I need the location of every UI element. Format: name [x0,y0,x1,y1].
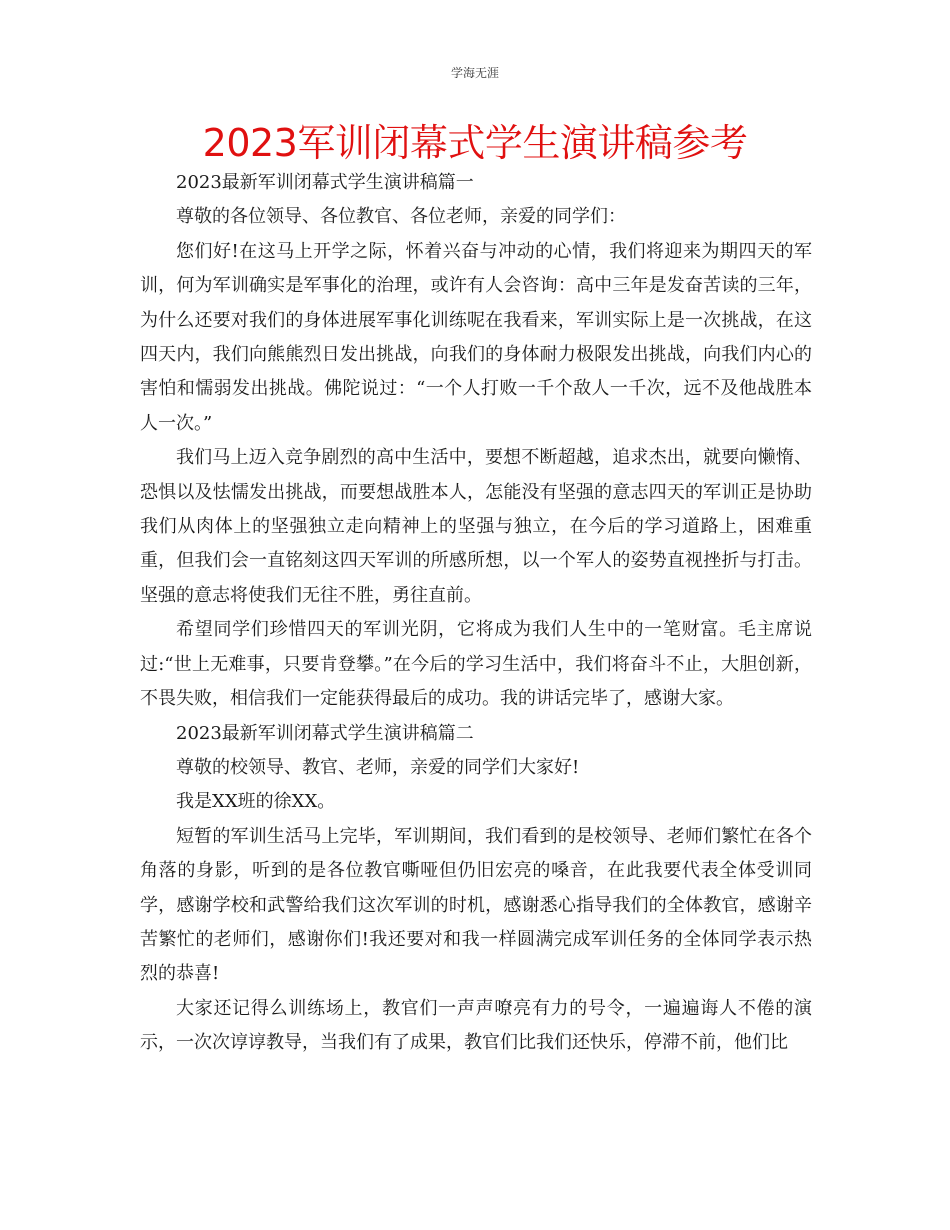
salutation: 尊敬的校领导、教官、老师，亲爱的同学们大家好! [176,756,580,778]
page-header: 学海无涯 [450,66,499,80]
section-heading: 2023最新军训闭幕式学生演讲稿篇二 [176,722,474,744]
section-heading: 2023最新军训闭幕式学生演讲稿篇一 [176,172,474,193]
body-paragraph: 您们好!在这马上开学之际，怀着兴奋与冲动的心情，我们将迎来为期四天的军训，何为军训确实是军事化的治理，或许有人会咨询：高中三年是发奋苦读的三年，为什么还要对我们的身体进展军事化训练呢在我看来，军训实际上是一次挑战，在这四天内，我们向熊熊烈日发出挑战，向我们的身体耐力极限发出挑战，向我们内心的害怕和懦弱发出挑战。佛陀说过：“一个人打败一千个敌人一千次，远不及他战胜本人一次。” [140,240,812,434]
body-paragraph: 我们马上迈入竞争剧烈的高中生活中，要想不断超越，追求杰出，就要向懒惰、恐惧以及怯懦发出挑战，而要想战胜本人，怎能没有坚强的意志四天的军训正是协助我们从肉体上的坚强独立走向精神上的坚强与独立，在今后的学习道路上，困难重重，但我们会一直铭刻这四天军训的所感所想，以一个军人的姿势直视挫折与打击。坚强的意志将使我们无往不胜，勇往直前。 [140,447,812,606]
body-paragraph: 希望同学们珍惜四天的军训光阴，它将成为我们人生中的一笔财富。毛主席说过:“世上无难事，只要肯登攀。”在今后的学习生活中，我们将奋斗不止，大胆创新，不畏失败，相信我们一定能获得最后的成功。我的讲话完毕了，感谢大家。 [140,619,812,710]
body-paragraph: 短暂的军训生活马上完毕，军训期间，我们看到的是校领导、老师们繁忙在各个角落的身影，听到的是各位教官嘶哑但仍旧宏亮的嗓音，在此我要代表全体受训同学，感谢学校和武警给我们这次军训的时机，感谢悉心指导我们的全体教官，感谢辛苦繁忙的老师们，感谢你们!我还要对和我一样圆满完成军训任务的全体同学表示热烈的恭喜! [140,825,812,985]
document-title: 2023军训闭幕式学生演讲稿参考 [202,121,748,165]
salutation: 尊敬的各位领导、各位教官、各位老师，亲爱的同学们： [176,206,626,228]
document-body [140,166,812,1061]
body-paragraph: 大家还记得么训练场上，教官们一声声嘹亮有力的号令，一遍遍诲人不倦的演示，一次次谆谆教导，当我们有了成果，教官们比我们还快乐，停滞不前，他们比 [140,997,812,1054]
body-paragraph: 我是XX班的徐XX。 [176,791,336,813]
